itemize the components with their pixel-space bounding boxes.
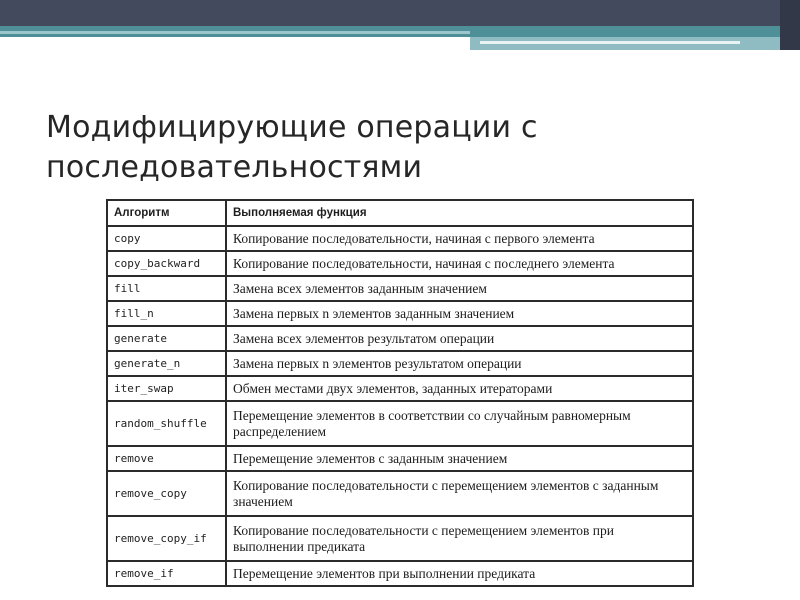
header-accent-stripe (0, 31, 470, 34)
algorithm-name: generate_n (107, 351, 226, 376)
algorithm-name: remove_if (107, 561, 226, 586)
algorithm-description: Замена всех элементов заданным значением (226, 276, 693, 301)
algorithm-description: Перемещение элементов при выполнении предиката (226, 561, 693, 586)
algorithm-description: Обмен местами двух элементов, заданных итераторами (226, 376, 693, 401)
algorithm-name: remove_copy_if (107, 516, 226, 561)
table-header-row (107, 200, 693, 226)
algorithm-description: Копирование последовательности, начиная с последнего элемента (226, 251, 693, 276)
algorithm-description: Копирование последовательности с перемещением элементов при выполнении предиката (226, 516, 693, 561)
algorithm-name: generate (107, 326, 226, 351)
algorithm-name: remove_copy (107, 471, 226, 516)
table-row (107, 351, 693, 376)
algorithm-name: fill (107, 276, 226, 301)
algorithm-description: Замена первых n элементов результатом операции (226, 351, 693, 376)
header-right-highlight (480, 41, 740, 44)
column-header-function: Выполняемая функция (226, 200, 693, 226)
header-band (0, 0, 800, 26)
algorithm-description: Перемещение элементов с заданным значением (226, 446, 693, 471)
algorithm-description: Копирование последовательности с перемещением элементов с заданным значением (226, 471, 693, 516)
header-corner-block (780, 0, 800, 50)
table-row (107, 251, 693, 276)
table-row (107, 401, 693, 446)
algorithms-table (106, 199, 694, 587)
table-row (107, 226, 693, 251)
algorithm-description: Копирование последовательности, начиная с первого элемента (226, 226, 693, 251)
algorithm-name: copy (107, 226, 226, 251)
table-row (107, 326, 693, 351)
table-row (107, 301, 693, 326)
slide-title: Модифицирующие операции с последовательностями (46, 110, 538, 185)
algorithm-description: Замена всех элементов результатом операции (226, 326, 693, 351)
table-row (107, 561, 693, 586)
algorithm-name: fill_n (107, 301, 226, 326)
table-row (107, 276, 693, 301)
algorithm-name: random_shuffle (107, 401, 226, 446)
algorithm-description: Замена первых n элементов заданным значением (226, 301, 693, 326)
table-row (107, 516, 693, 561)
algorithm-description: Перемещение элементов в соответствии со случайным равномерным распределением (226, 401, 693, 446)
table-row (107, 446, 693, 471)
algorithm-name: remove (107, 446, 226, 471)
algorithm-name: copy_backward (107, 251, 226, 276)
table-row (107, 376, 693, 401)
column-header-algorithm: Алгоритм (107, 200, 226, 226)
algorithm-name: iter_swap (107, 376, 226, 401)
algorithms-table-container (106, 199, 696, 600)
table-row (107, 471, 693, 516)
